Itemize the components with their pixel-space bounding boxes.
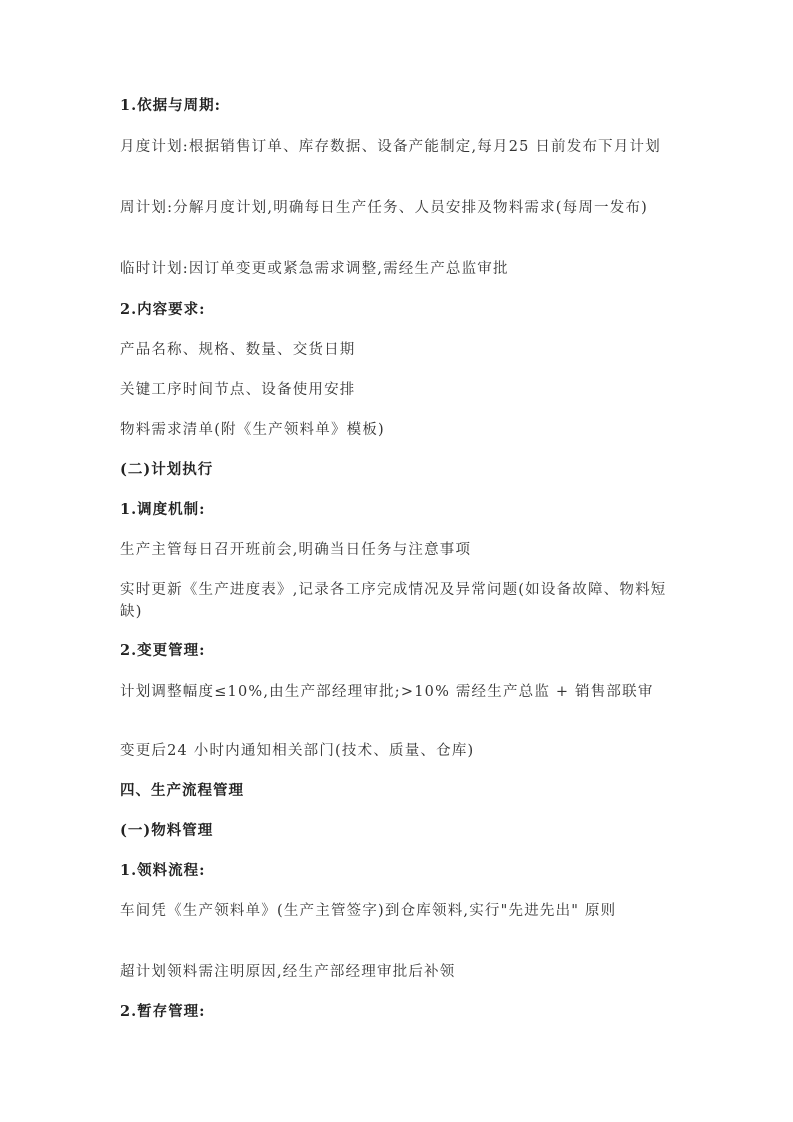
section-heading-basis-and-cycle: 1.依据与周期:	[120, 97, 221, 114]
paragraph-adjustment-approval: 计划调整幅度≤10%,由生产部经理审批;>10% 需经生产总监 + 销售部联审	[120, 684, 654, 700]
paragraph-requisition-form: 车间凭《生产领料单》(生产主管签字)到仓库领料,实行"先进先出" 原则	[120, 903, 617, 919]
section-heading-change-management: 2.变更管理:	[120, 642, 206, 659]
section-heading-requisition-process: 1.领料流程:	[120, 862, 206, 879]
paragraph-material-list: 物料需求清单(附《生产领料单》模板)	[120, 422, 385, 438]
paragraph-monthly-plan: 月度计划:根据销售订单、库存数据、设备产能制定,每月25 日前发布下月计划	[120, 139, 661, 155]
paragraph-progress-table: 实时更新《生产进度表》,记录各工序完成情况及异常问题(如设备故障、物料短缺)	[120, 582, 667, 620]
section-heading-material-management: (一)物料管理	[120, 822, 214, 839]
paragraph-weekly-plan: 周计划:分解月度计划,明确每日生产任务、人员安排及物料需求(每周一发布)	[120, 200, 649, 216]
paragraph-key-process: 关键工序时间节点、设备使用安排	[120, 382, 356, 398]
section-heading-plan-execution: (二)计划执行	[120, 461, 214, 478]
section-heading-dispatch-mechanism: 1.调度机制:	[120, 501, 206, 518]
paragraph-notification: 变更后24 小时内通知相关部门(技术、质量、仓库)	[120, 743, 475, 759]
paragraph-daily-meeting: 生产主管每日召开班前会,明确当日任务与注意事项	[120, 542, 472, 558]
section-heading-content-requirements: 2.内容要求:	[120, 301, 206, 318]
paragraph-product-info: 产品名称、规格、数量、交货日期	[120, 342, 356, 358]
paragraph-over-plan-requisition: 超计划领料需注明原因,经生产部经理审批后补领	[120, 964, 456, 980]
section-heading-production-process: 四、生产流程管理	[120, 782, 244, 799]
paragraph-temporary-plan: 临时计划:因订单变更或紧急需求调整,需经生产总监审批	[120, 261, 509, 277]
section-heading-temporary-storage: 2.暂存管理:	[120, 1003, 206, 1020]
